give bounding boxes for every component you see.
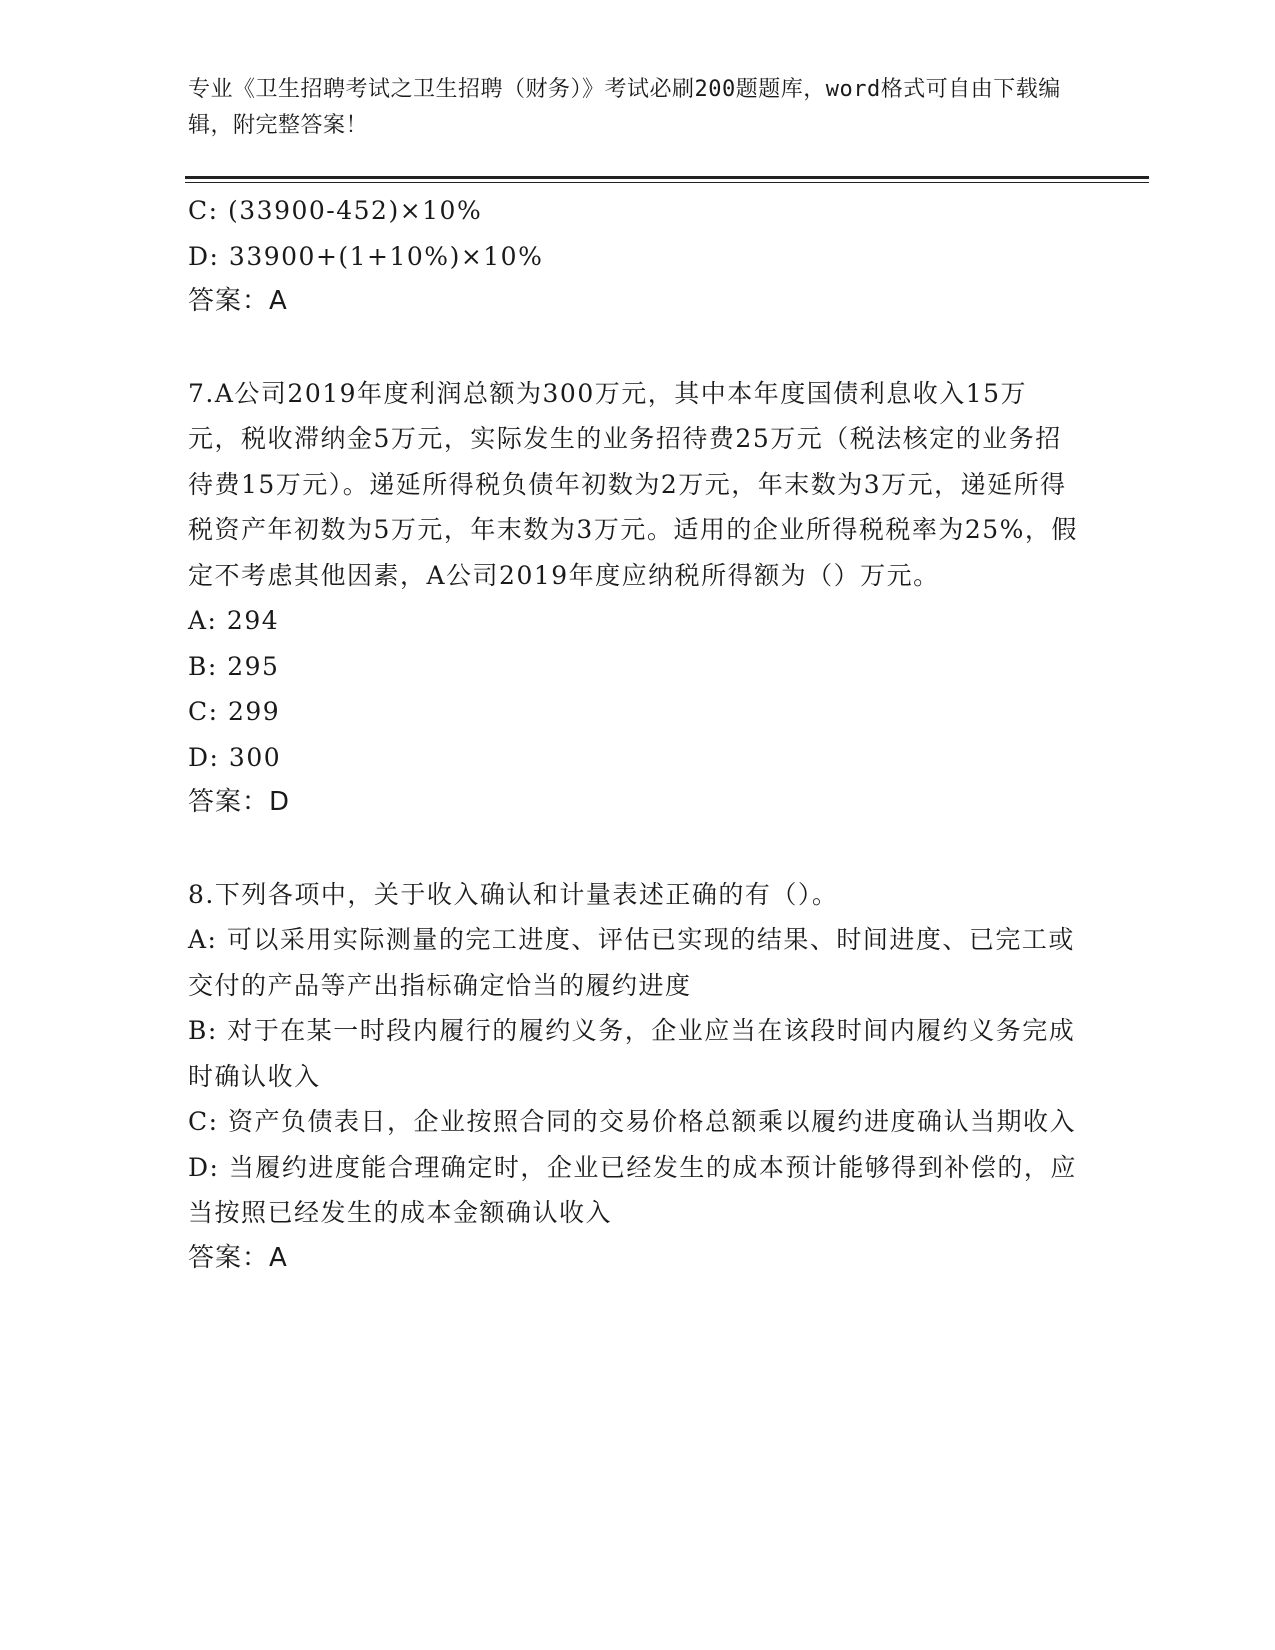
option-d: D: 当履约进度能合理确定时，企业已经发生的成本预计能够得到补偿的，应当按照已经发生的成本金额确认收入	[188, 1152, 1077, 1227]
spacer	[188, 325, 1078, 371]
option-c: C: 资产负债表日，企业按照合同的交易价格总额乘以履约进度确认当期收入	[188, 1107, 1077, 1136]
answer-label: 答案：A	[188, 1242, 288, 1273]
document-body	[188, 188, 1078, 1281]
question-stem: 8.下列各项中，关于收入确认和计量表述正确的有（）。	[188, 879, 839, 909]
question-stem: 7.A公司2019年度利润总额为300万元，其中本年度国债利息收入15万元，税收滞纳金5万元，实际发生的业务招待费25万元（税法核定的业务招待费15万元）。递延所得税负债年初数为2万元，年末数为3万元，递延所得税资产年初数为5万元，年末数为3万元。适用的企业所得税税率为25%，假定不考虑其他因素，A公司2019年度应纳税所得额为（）万元。	[188, 378, 1078, 590]
answer-label: 答案：D	[188, 787, 291, 817]
option-c: C: (33900-452)×10%	[188, 196, 483, 225]
option-b: B: 对于在某一时段内履行的履约义务，企业应当在该段时间内履约义务完成时确认收入	[188, 1016, 1076, 1091]
question-8	[188, 872, 1078, 1282]
option-a: A: 294	[188, 606, 280, 635]
spacer	[188, 826, 1078, 872]
option-d: D: 300	[188, 742, 282, 772]
option-c: C: 299	[188, 697, 281, 726]
page-header: 专业《卫生招聘考试之卫生招聘（财务）》考试必刷200题题库，word格式可自由下载编辑，附完整答案！	[188, 77, 1061, 138]
option-a: A: 可以采用实际测量的完工进度、评估已实现的结果、时间进度、已完工或交付的产品等产出指标确定恰当的履约进度	[188, 925, 1075, 1000]
header-rule-thick	[185, 176, 1149, 179]
question-7	[188, 371, 1078, 826]
question-6-continued	[188, 188, 1078, 325]
answer-label: 答案：A	[188, 286, 288, 316]
option-b: B: 295	[188, 651, 280, 681]
option-d: D: 33900+(1+10%)×10%	[188, 241, 544, 271]
header-rule-thin	[185, 182, 1149, 183]
